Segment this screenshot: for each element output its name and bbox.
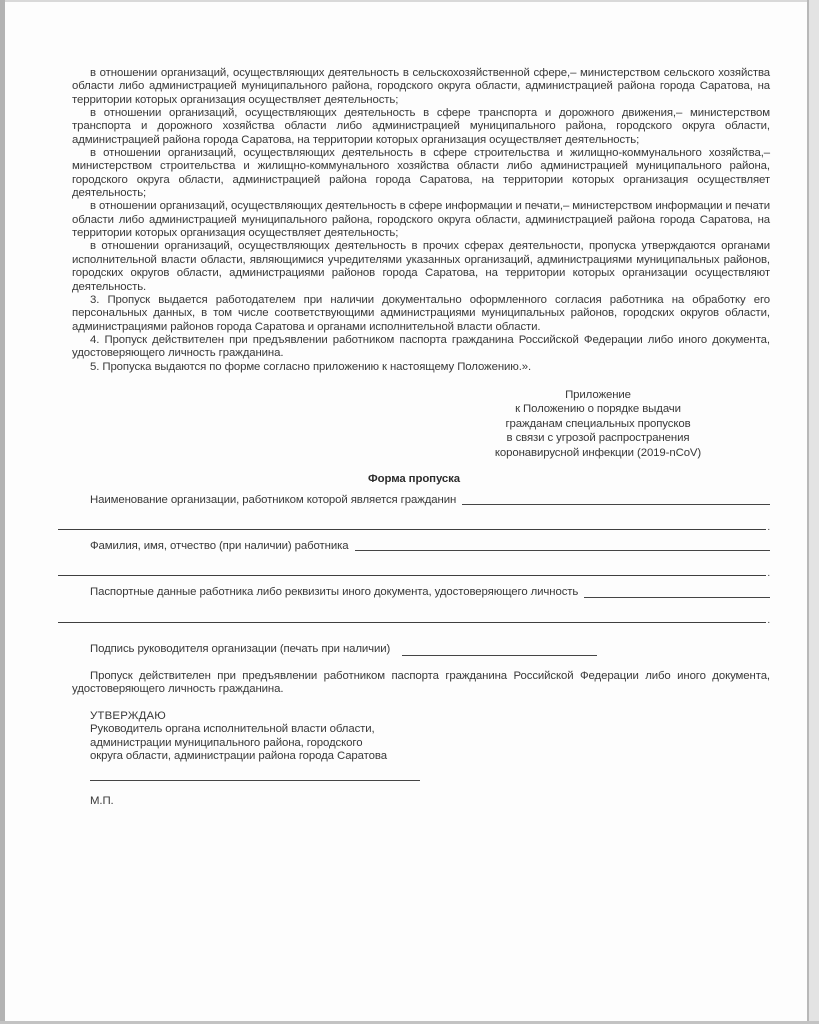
scan-edge-left	[0, 0, 5, 1024]
stamp-placeholder: М.П.	[90, 795, 114, 808]
form-field-full-name	[58, 540, 770, 553]
form-field-continuation-line	[58, 569, 770, 579]
body-paragraph: в отношении организаций, осуществляющих деятельность в сфере информации и печати,– министерством информации и печати области либо администрацией муниципального района, городского округа области, администрацией района города Саратова, на территории которых организация осуществляет деятельность;	[72, 200, 770, 240]
approve-title: УТВЕРЖДАЮ	[90, 709, 166, 722]
body-paragraph: в отношении организаций, осуществляющих деятельность в сфере строительства и жилищно-коммунального хозяйства,– министерством строительства и жилищно-коммунального хозяйства области либо администрацией муниципального района, городского округа области, администрацией района города Саратова, на территории которых организация осуществляет деятельность;	[72, 147, 770, 200]
form-field-label: Паспортные данные работника либо реквизиты иного документа, удостоверяющего личность	[90, 586, 579, 599]
body-paragraph-item-4: 4. Пропуск действителен при предъявлении работником паспорта гражданина Российской Федерации либо иного документа, удостоверяющего личность гражданина.	[72, 333, 770, 360]
form-field-continuation-line	[58, 523, 770, 533]
approve-line: округа области, администрации района города Саратова	[90, 750, 387, 763]
form-field-label: Фамилия, имя, отчество (при наличии) работника	[90, 540, 349, 553]
body-paragraph-item-5: 5. Пропуска выдаются по форме согласно приложению к настоящему Положению.».	[90, 360, 532, 373]
form-field-organization	[58, 494, 770, 507]
approve-signature-line	[90, 780, 420, 781]
form-field-label: Наименование организации, работником которой является гражданин	[90, 493, 457, 506]
appendix-line: гражданам специальных пропусков	[505, 417, 691, 430]
appendix-line: к Положению о порядке выдачи	[515, 403, 681, 416]
body-paragraph: в отношении организаций, осуществляющих деятельность в прочих сферах деятельности, пропуска утверждаются органами исполнительной власти области, являющимися учредителями указанных организаций, администрациями муниципальных районов, городских округов области, администрациями районов города Саратова, на территории которых организации осуществляют деятельность.	[72, 240, 770, 293]
form-field-blank-line	[584, 597, 770, 598]
ruled-line	[58, 622, 766, 623]
form-field-blank-line	[462, 504, 770, 505]
appendix-block	[448, 388, 748, 461]
scan-edge-right	[807, 0, 819, 1024]
appendix-line: коронавирусной инфекции (2019-nCoV)	[494, 446, 702, 459]
line-end-period: .	[767, 568, 770, 580]
approve-block	[58, 710, 770, 809]
ruled-line	[58, 529, 766, 530]
line-end-period: .	[767, 522, 770, 534]
validity-note: Пропуск действителен при предъявлении работником паспорта гражданина Российской Федерации либо иного документа, удостоверяющего личность гражданина.	[72, 670, 770, 696]
ruled-line	[58, 575, 766, 576]
signature-blank-line	[402, 655, 597, 656]
line-end-period: .	[767, 614, 770, 626]
document-content	[58, 67, 770, 809]
signature-label: Подпись руководителя организации (печать при наличии)	[90, 642, 391, 655]
signature-row	[58, 643, 770, 656]
form-field-continuation-line	[58, 616, 770, 626]
body-paragraph: в отношении организаций, осуществляющих деятельность в сфере транспорта и дорожного движения,– министерством транспорта и дорожного хозяйства области либо администрацией муниципального района, городского округа области, администрацией района города Саратова, на территории которых организация осуществляет деятельность;	[72, 107, 770, 146]
form-field-passport-data	[58, 586, 770, 599]
scan-edge-top	[0, 0, 819, 2]
body-paragraph: в отношении организаций, осуществляющих деятельность в сельскохозяйственной сфере,– министерством сельского хозяйства области либо администрацией муниципального района, городского округа области, администрацией района города Саратова, на территории которых организация осуществляет деятельность;	[72, 67, 770, 106]
form-title: Форма пропуска	[368, 473, 460, 486]
approve-line: Руководитель органа исполнительной власти области,	[90, 723, 375, 736]
approve-line: администрации муниципального района, городского	[90, 736, 363, 749]
appendix-line: в связи с угрозой распространения	[506, 432, 690, 445]
appendix-line: Приложение	[565, 388, 631, 401]
form-field-blank-line	[355, 550, 771, 551]
body-paragraph-item-3: 3. Пропуск выдается работодателем при наличии документально оформленного согласия работника на обработку его персональных данных, в том числе соответствующими администрациями муниципальных районов, городских округов области, администрациями районов города Саратова и органами исполнительной власти области.	[72, 293, 770, 333]
